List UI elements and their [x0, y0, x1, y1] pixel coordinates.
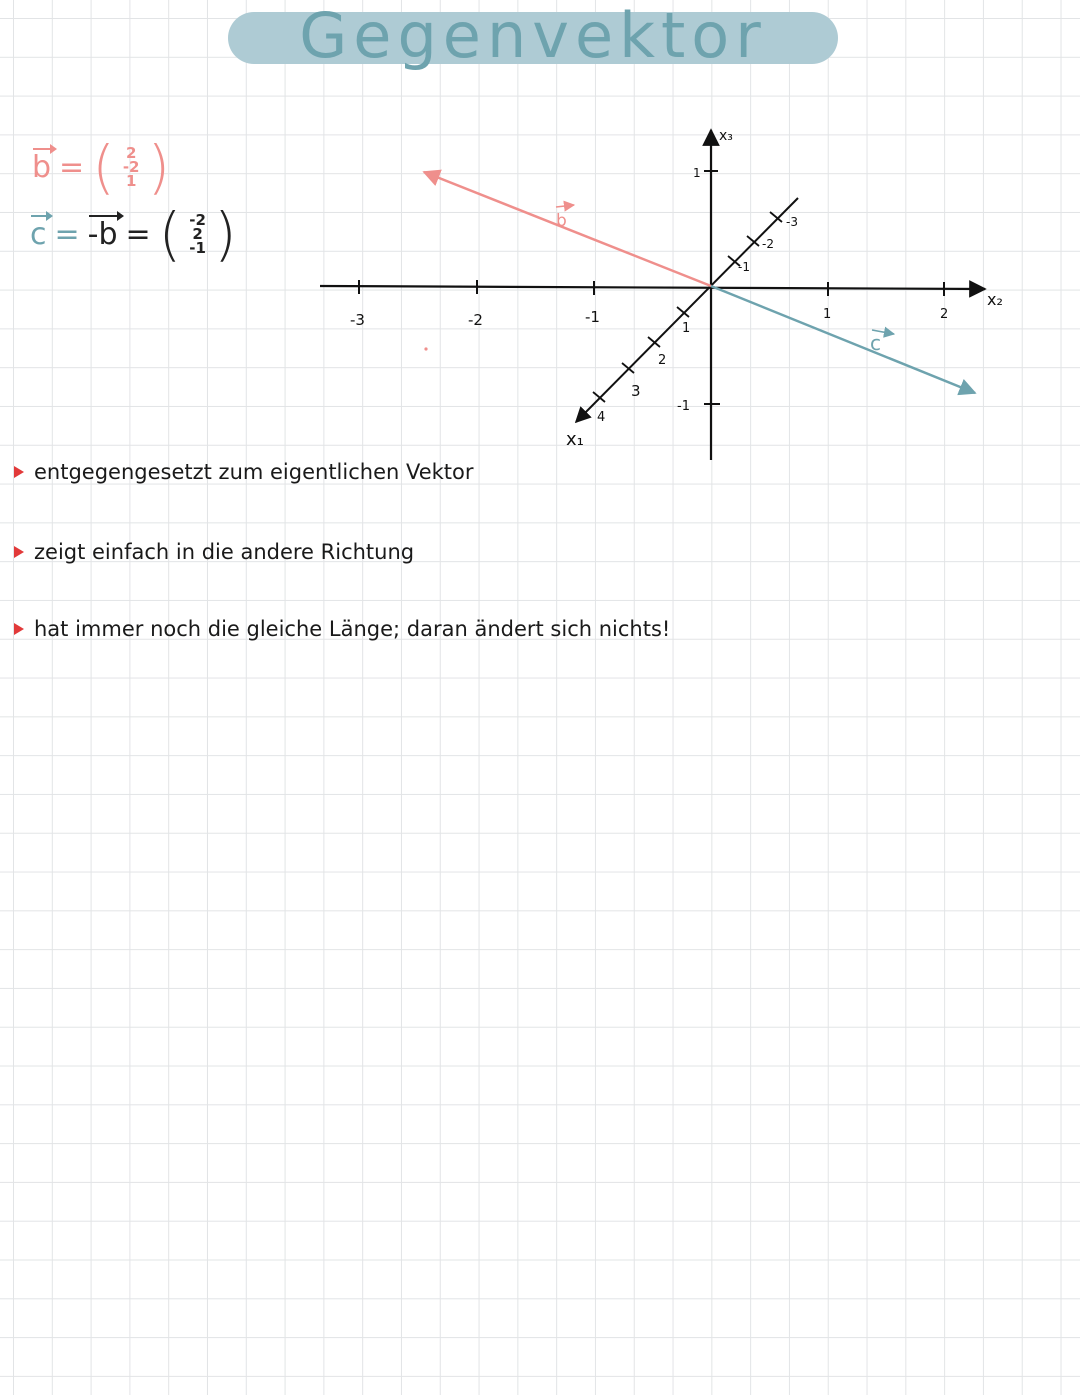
- x1-tick-label: -3: [786, 215, 798, 229]
- paren-right: ): [213, 200, 237, 268]
- vector-c-y: 2: [192, 225, 203, 243]
- equals-sign: =: [59, 149, 85, 185]
- x2-tick-label: -3: [350, 311, 365, 329]
- bullet-text: zeigt einfach in die andere Richtung: [34, 540, 415, 564]
- coordinate-diagram: [0, 0, 1080, 480]
- paren-left: (: [158, 200, 182, 268]
- x1-tick-label: 3: [631, 382, 641, 400]
- vector-b-label: b: [556, 211, 567, 231]
- x2-axis-label: x₂: [987, 290, 1003, 309]
- x1-axis: [576, 198, 798, 422]
- x1-tick-label: -1: [738, 260, 750, 274]
- equals-sign-1: =: [54, 216, 80, 252]
- bullet-triangle-icon: [14, 466, 24, 478]
- list-item: [14, 460, 474, 484]
- x1-tick-label: 1: [682, 321, 691, 336]
- list-item: [14, 540, 414, 564]
- vector-c-label: c: [870, 331, 881, 355]
- vector-c-symbol: c: [30, 216, 47, 252]
- x1-tick-label: -2: [762, 237, 774, 251]
- vector-c-arrow: [711, 286, 975, 393]
- vector-b-z: 1: [125, 172, 137, 190]
- vector-b-x: 2: [125, 144, 137, 162]
- x2-tick-label: 1: [823, 307, 832, 322]
- vector-b-label-arrow: [556, 205, 574, 207]
- vector-b-y: -2: [122, 158, 140, 176]
- page-title: Gegenvektor: [299, 0, 767, 72]
- vector-b-arrow: [424, 172, 711, 286]
- bullet-text: hat immer noch die gleiche Länge; daran ändert sich nichts!: [34, 617, 671, 641]
- x3-tick-label: 1: [693, 166, 701, 180]
- stray-dot: [424, 347, 427, 350]
- x2-tick-label: 2: [940, 307, 949, 322]
- x3-tick-label: -1: [677, 399, 690, 414]
- x1-tick-label: 4: [597, 410, 606, 425]
- x2-tick-label: -2: [468, 311, 483, 329]
- vector-c-z: -1: [189, 239, 206, 257]
- x2-axis: [320, 286, 985, 289]
- equals-sign-2: =: [125, 216, 151, 252]
- x2-tick-label: -1: [585, 308, 600, 326]
- x1-tick-label: 2: [658, 353, 667, 368]
- list-item: [14, 617, 670, 641]
- x1-ticks: [593, 212, 782, 402]
- negative-b: -b: [87, 216, 118, 252]
- x1-axis-label: x₁: [566, 429, 584, 450]
- vector-b-symbol: b: [32, 149, 52, 185]
- paren-left: (: [92, 133, 115, 201]
- vector-c-x: -2: [189, 211, 206, 229]
- paren-right: ): [147, 133, 171, 201]
- bullet-triangle-icon: [14, 623, 24, 635]
- x3-axis-label: x₃: [719, 128, 733, 144]
- bullet-text: entgegengesetzt zum eigentlichen Vektor: [34, 460, 474, 484]
- bullet-triangle-icon: [14, 546, 24, 558]
